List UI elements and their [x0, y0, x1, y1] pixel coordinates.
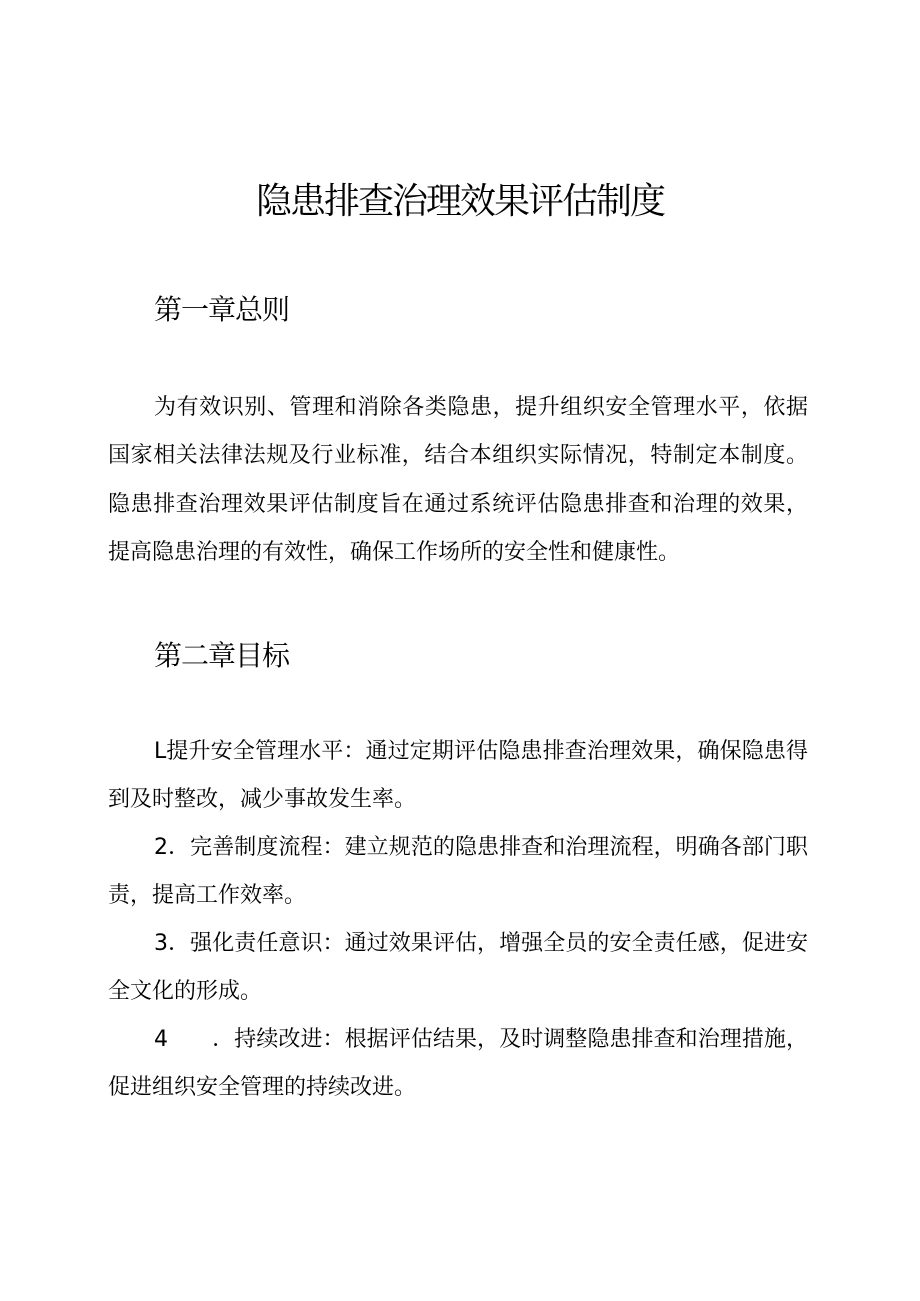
goal-item-4: 4 ．持续改进：根据评估结果，及时调整隐患排查和治理措施，促进组织安全管理的持续改进。 [108, 1027, 808, 1100]
chapter-2-heading: 第二章目标 [154, 639, 290, 672]
goal-item-1: L提升安全管理水平：通过定期评估隐患排查治理效果，确保隐患得到及时整改，减少事故发生率。 [108, 739, 808, 812]
document-title: 隐患排查治理效果评估制度 [255, 181, 664, 222]
chapter-1-heading: 第一章总则 [154, 293, 290, 326]
chapter-1-paragraph: 为有效识别、管理和消除各类隐患，提升组织安全管理水平，依据国家相关法律法规及行业标准，结合本组织实际情况，特制定本制度。隐患排查治理效果评估制度旨在通过系统评估隐患排查和治理的效果，提高隐患治理的有效性，确保工作场所的安全性和健康性。 [108, 395, 808, 565]
goal-item-2: 2．完善制度流程：建立规范的隐患排查和治理流程，明确各部门职责，提高工作效率。 [108, 835, 808, 908]
goal-item-3: 3．强化责任意识：通过效果评估，增强全员的安全责任感，促进安全文化的形成。 [108, 931, 808, 1004]
